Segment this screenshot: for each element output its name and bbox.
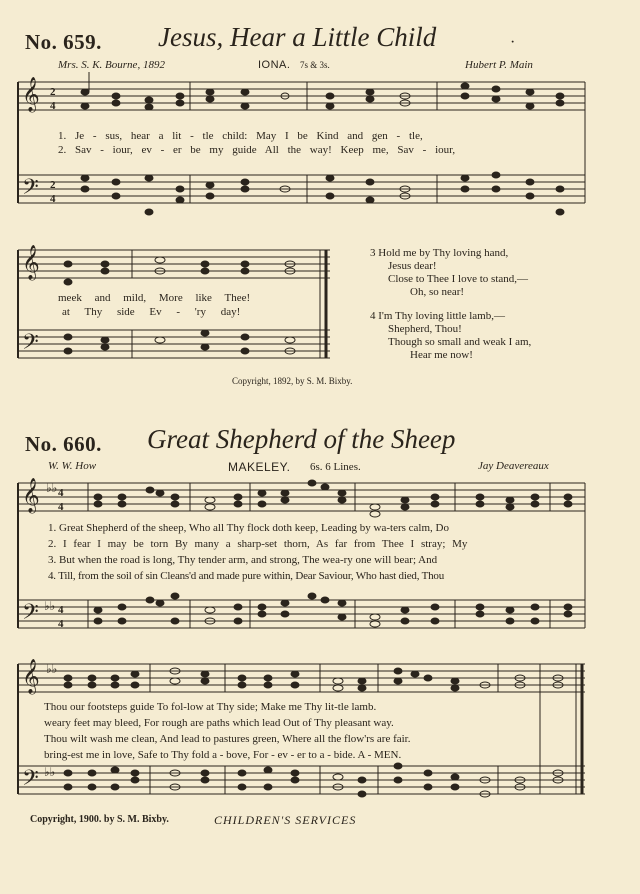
svg-text:2: 2 bbox=[50, 86, 56, 98]
svg-text:𝄞: 𝄞 bbox=[22, 245, 40, 280]
svg-text:𝄞: 𝄞 bbox=[22, 77, 40, 112]
hymn-659-verse-2-line-2: at Thy side Ev - 'ry day! bbox=[62, 306, 241, 318]
svg-text:♭♭: ♭♭ bbox=[44, 765, 56, 779]
hymn-659-author: Mrs. S. K. Bourne, 1892 bbox=[58, 59, 165, 71]
page-dot: · bbox=[510, 34, 516, 51]
svg-text:𝄢: 𝄢 bbox=[22, 600, 39, 630]
hymn-660-verse-4-line-1: 4. Till, from the soil of sin Cleans'd and made pure within, Dear Saviour, Who hast died, Thou bbox=[48, 570, 445, 582]
svg-text:2: 2 bbox=[50, 179, 56, 191]
hymn-659-stanza-3: 3 Hold me by Thy loving hand, Jesus dear! Close to Thee I love to stand,— Oh, so near! bbox=[370, 247, 529, 298]
footer-section-title: CHILDREN'S SERVICES bbox=[214, 813, 357, 827]
hymn-660-verse-2-line-1: 2. I fear I may be torn By many a sharp-set thorn, As far from Thee I stray; My bbox=[48, 538, 468, 550]
hymn-659-verse-1-line-2: meek and mild, More like Thee! bbox=[58, 292, 251, 304]
hymn-659-title: Jesus, Hear a Little Child bbox=[158, 22, 437, 52]
svg-text:𝄞: 𝄞 bbox=[22, 478, 40, 513]
hymn-660-verse-3-line-1: 3. But when the road is long, Thy tender arm, and strong, The wea-ry one will bear; And bbox=[48, 554, 438, 566]
hymn-659-meter: 7s & 3s. bbox=[300, 60, 330, 70]
svg-text:𝄢: 𝄢 bbox=[22, 330, 39, 360]
svg-text:𝄞: 𝄞 bbox=[22, 659, 40, 694]
svg-text:♭♭: ♭♭ bbox=[44, 599, 56, 613]
svg-text:4: 4 bbox=[58, 618, 64, 630]
svg-text:♭♭: ♭♭ bbox=[46, 481, 58, 495]
hymn-660-verse-3-line-2: Thou wilt wash me clean, And lead to pastures green, Where all the flow'rs are fair. bbox=[44, 733, 411, 745]
hymn-660-tune: MAKELEY. bbox=[228, 460, 291, 474]
hymn-660-verse-4-line-2: bring-est me in love, Safe to Thy fold a - bove, For - ev - er to a - bide. A - MEN. bbox=[44, 749, 402, 761]
hymn-659-verse-2-line-1: 2. Sav - iour, ev - er be my guide All the way! Keep me, Sav - iour, bbox=[58, 144, 456, 156]
svg-text:𝄢: 𝄢 bbox=[22, 175, 39, 205]
svg-text:4: 4 bbox=[50, 193, 56, 205]
svg-text:4: 4 bbox=[58, 487, 64, 499]
hymn-660-title: Great Shepherd of the Sheep bbox=[147, 424, 456, 454]
hymn-660-meter: 6s. 6 Lines. bbox=[310, 461, 361, 473]
hymn-660-author: W. W. How bbox=[48, 460, 97, 472]
footer-copyright: Copyright, 1900. by S. M. Bixby. bbox=[30, 814, 169, 825]
hymn-659-stanza-4: 4 I'm Thy loving little lamb,— Shepherd, Thou! Though so small and weak I am, Hear me now! bbox=[370, 310, 532, 361]
hymn-659-composer: Hubert P. Main bbox=[465, 59, 533, 71]
hymn-659-copyright: Copyright, 1892, by S. M. Bixby. bbox=[232, 376, 353, 386]
svg-text:𝄢: 𝄢 bbox=[22, 766, 39, 796]
hymn-659-verse-1-line-1: 1. Je - sus, hear a lit - tle child: May I be Kind and gen - tle, bbox=[58, 130, 423, 142]
svg-text:4: 4 bbox=[50, 100, 56, 112]
svg-text:♭♭: ♭♭ bbox=[46, 662, 58, 676]
hymn-660-verse-1-line-1: 1. Great Shepherd of the sheep, Who all Thy flock doth keep, Leading by wa-ters calm, Do bbox=[48, 522, 449, 534]
svg-text:4: 4 bbox=[58, 501, 64, 513]
hymn-660-verse-2-line-2: weary feet may bleed, For rough are paths which lead Out of Thy pleasant way. bbox=[44, 717, 394, 729]
hymn-659-tune: IONA. bbox=[258, 59, 291, 71]
hymn-659-number: No. 659. bbox=[25, 30, 102, 54]
hymn-660-verse-1-line-2: Thou our footsteps guide To fol-low at Thy side; Make me Thy lit-tle lamb. bbox=[44, 701, 377, 713]
svg-text:4: 4 bbox=[58, 604, 64, 616]
hymn-660-number: No. 660. bbox=[25, 432, 102, 456]
hymn-660-composer: Jay Deavereaux bbox=[478, 460, 549, 472]
